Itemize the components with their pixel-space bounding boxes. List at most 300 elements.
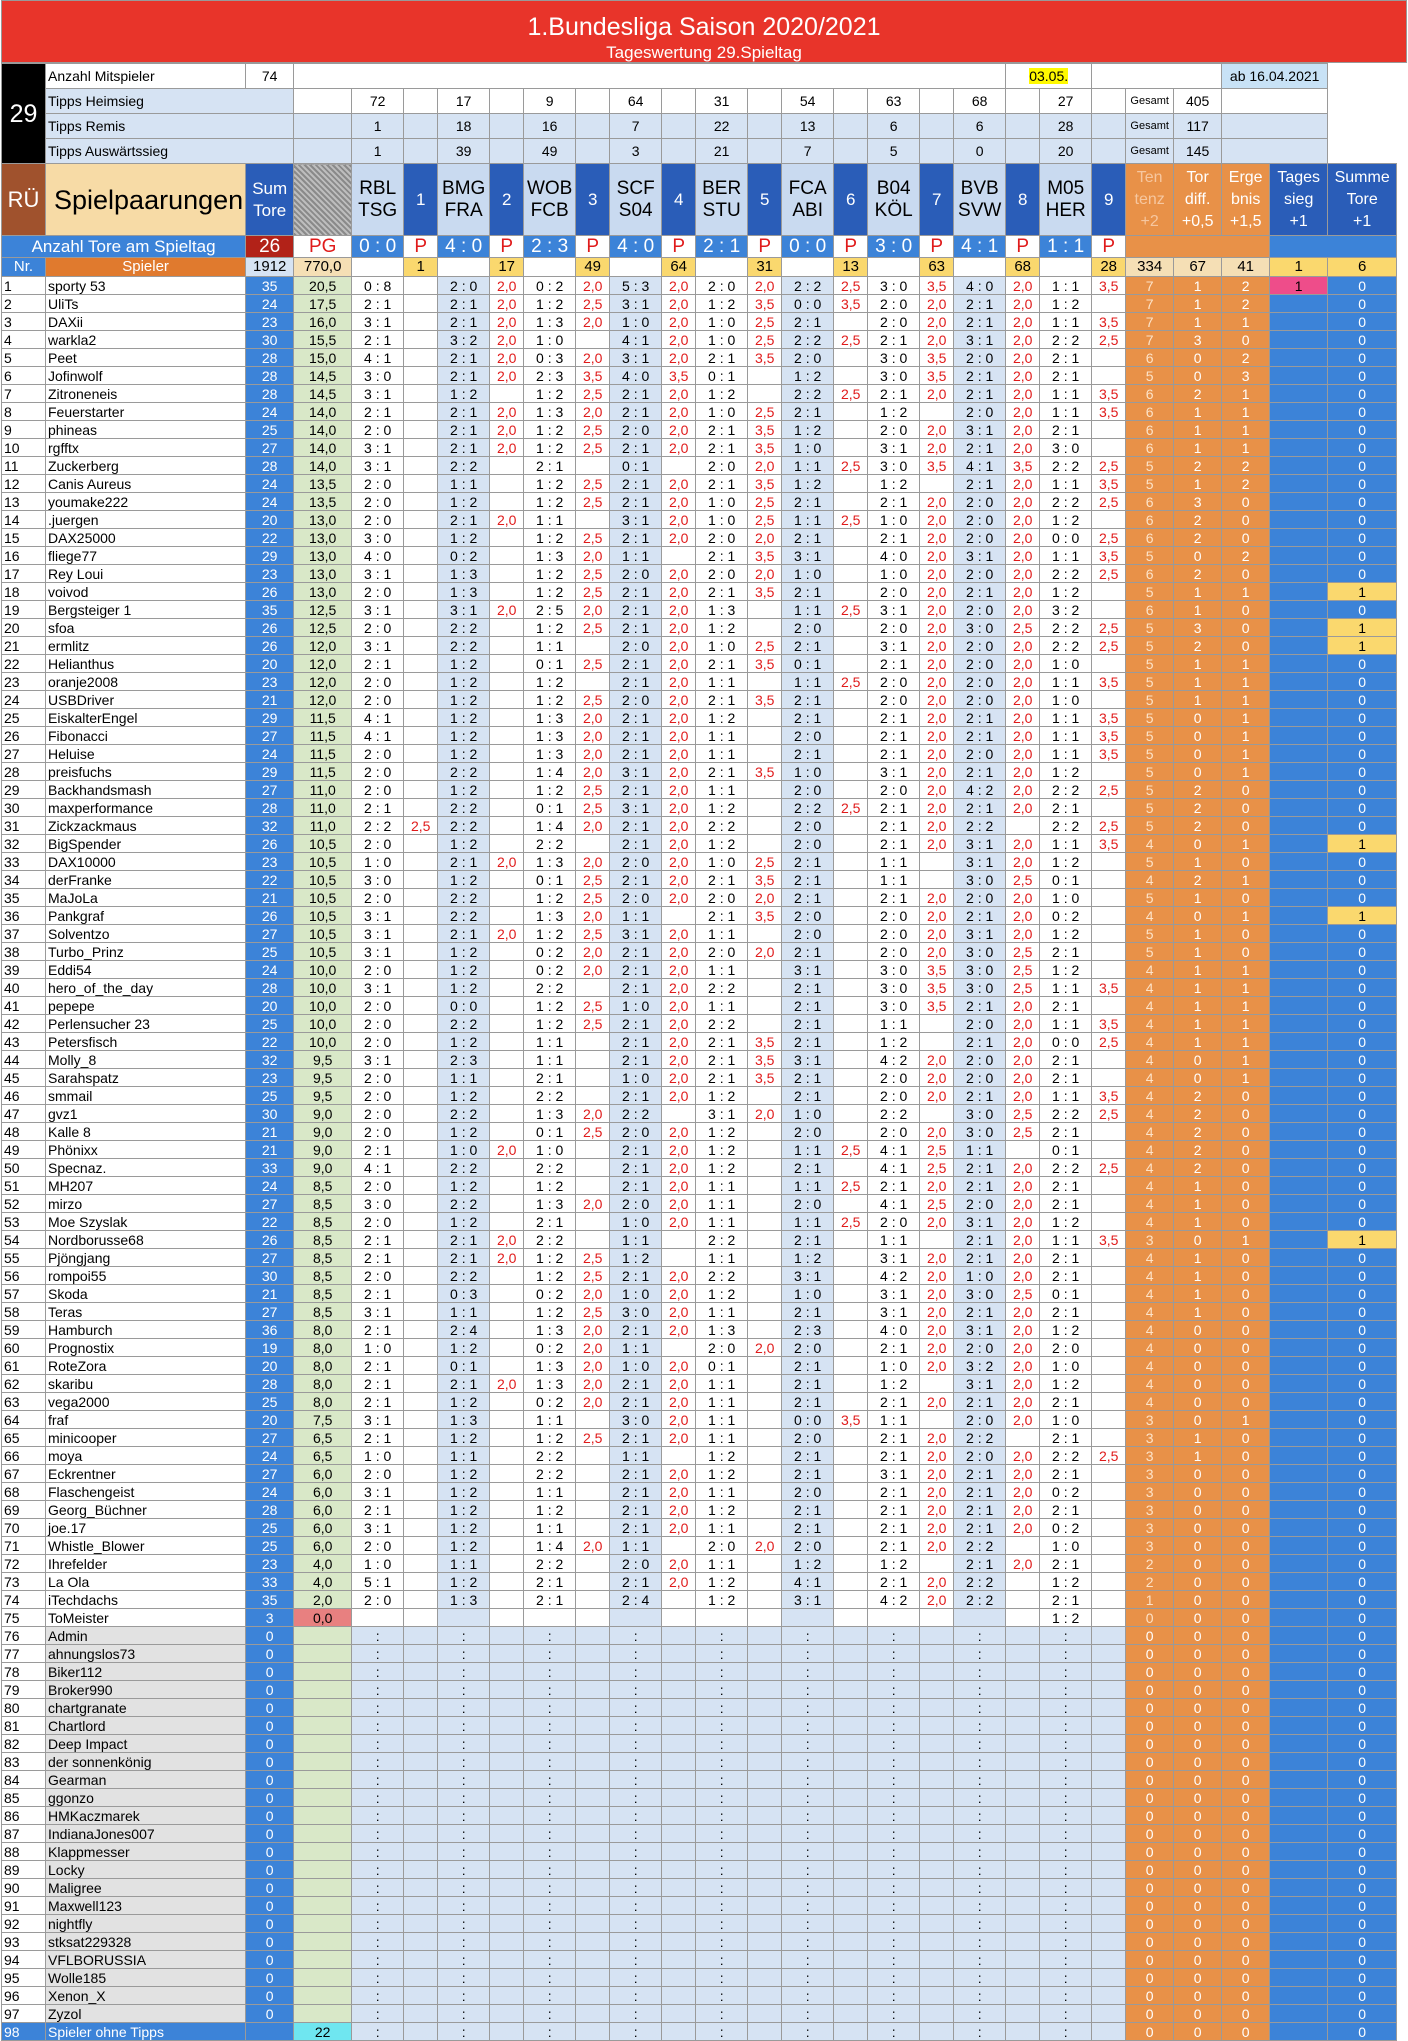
- tip-points: [1092, 1717, 1126, 1735]
- tip: 2 : 1: [352, 1285, 404, 1303]
- tip: :: [782, 1699, 834, 1717]
- tagessieg: [1270, 745, 1328, 763]
- player-row: [2, 511, 1397, 529]
- empty: [1270, 236, 1397, 258]
- tip: 3 : 1: [352, 1519, 404, 1537]
- tip: 1 : 3: [438, 1591, 490, 1609]
- tip-points: [490, 1393, 524, 1411]
- tip: [438, 1609, 490, 1627]
- tordiff: 1: [1174, 943, 1222, 961]
- tip-points: [576, 1843, 610, 1861]
- tip: :: [868, 1807, 920, 1825]
- tagessieg: [1270, 763, 1328, 781]
- tip: :: [524, 1825, 576, 1843]
- tip-points: [920, 1033, 954, 1051]
- tip-points: 2,5: [1006, 871, 1040, 889]
- sum-goals: 26: [246, 583, 294, 601]
- tip: :: [352, 1807, 404, 1825]
- tip: 2 : 2: [1040, 637, 1092, 655]
- tip: :: [524, 1627, 576, 1645]
- tip: 1 : 1: [696, 1483, 748, 1501]
- tip-points: 2,5: [1006, 1123, 1040, 1141]
- empty: [920, 114, 954, 139]
- tordiff: 0: [1174, 907, 1222, 925]
- tip-points: 2,0: [1006, 421, 1040, 439]
- tip: 1 : 3: [524, 853, 576, 871]
- player-row-empty: [2, 1807, 1397, 1825]
- tagessieg: [1270, 1213, 1328, 1231]
- p-label: P: [920, 236, 954, 258]
- tip-points: [576, 1177, 610, 1195]
- player-row: [2, 1177, 1397, 1195]
- tip: 1 : 1: [524, 511, 576, 529]
- tip-points: 3,5: [920, 979, 954, 997]
- player-row: [2, 1555, 1397, 1573]
- summetore: 0: [1328, 2023, 1397, 2041]
- tip-points: [662, 1843, 696, 1861]
- tip: :: [352, 1753, 404, 1771]
- player-name: MH207: [46, 1177, 246, 1195]
- tip-points: [1006, 1951, 1040, 1969]
- info-row-heim: [2, 89, 1397, 114]
- rank: 90: [2, 1879, 46, 1897]
- tip-points: [404, 997, 438, 1015]
- tip-points: [490, 1735, 524, 1753]
- tip-points: [834, 1087, 868, 1105]
- tip: 1 : 2: [438, 781, 490, 799]
- tip-points: 2,0: [576, 1375, 610, 1393]
- tip-points: 2,0: [576, 601, 610, 619]
- tip-points: 2,0: [662, 313, 696, 331]
- tip: 1 : 1: [1040, 1087, 1092, 1105]
- tip: :: [954, 1735, 1006, 1753]
- empty: [576, 89, 610, 114]
- tip-points: [748, 1321, 782, 1339]
- tip-points: [576, 511, 610, 529]
- ergebnis: 0: [1222, 1483, 1270, 1501]
- tip-points: [748, 601, 782, 619]
- tip-points: [1006, 1141, 1040, 1159]
- player-row: [2, 583, 1397, 601]
- tip: 2 : 0: [352, 763, 404, 781]
- tip-points: [490, 1069, 524, 1087]
- tip: 1 : 3: [438, 583, 490, 601]
- tagessieg: [1270, 1951, 1328, 1969]
- tip-points: [920, 1699, 954, 1717]
- tip-points: [404, 1465, 438, 1483]
- tip: 3 : 1: [954, 421, 1006, 439]
- tip: 2 : 0: [954, 511, 1006, 529]
- tip: 3 : 1: [868, 601, 920, 619]
- summetore: 1: [1328, 637, 1397, 655]
- sum-goals: 25: [246, 1537, 294, 1555]
- tordiff: 0: [1174, 1735, 1222, 1753]
- match-result: 4 : 0: [610, 236, 662, 258]
- tip-points: [834, 1105, 868, 1123]
- tip: 3 : 1: [610, 925, 662, 943]
- tip: 1 : 2: [1040, 853, 1092, 871]
- tagessieg: [1270, 1483, 1328, 1501]
- tip-points: [920, 1231, 954, 1249]
- tip-points: [748, 1465, 782, 1483]
- tip-points: 2,5: [748, 313, 782, 331]
- tip-points: [834, 1303, 868, 1321]
- rank: 42: [2, 1015, 46, 1033]
- tendenz: 4: [1126, 1177, 1174, 1195]
- tip: 4 : 1: [352, 1159, 404, 1177]
- tip: :: [954, 1987, 1006, 2005]
- tip: 2 : 1: [782, 1465, 834, 1483]
- tip-points: [834, 745, 868, 763]
- tagessieg: [1270, 1609, 1328, 1627]
- player-row-empty: [2, 1897, 1397, 1915]
- ergebnis: 2: [1222, 457, 1270, 475]
- tip: 1 : 2: [438, 1501, 490, 1519]
- tip: 0 : 2: [1040, 1519, 1092, 1537]
- tip: 1 : 1: [782, 511, 834, 529]
- tip-points: 2,0: [1006, 655, 1040, 673]
- tip: 3 : 1: [352, 439, 404, 457]
- summetore: 0: [1328, 763, 1397, 781]
- tagessieg: [1270, 1339, 1328, 1357]
- tip: 2 : 0: [696, 457, 748, 475]
- tordiff: 0: [1174, 1699, 1222, 1717]
- tip-points: [1006, 1897, 1040, 1915]
- sum-goals: 22: [246, 1213, 294, 1231]
- tip-points: [834, 2005, 868, 2023]
- tip-points: 2,5: [920, 1159, 954, 1177]
- tip-points: [404, 547, 438, 565]
- tip-points: [490, 1987, 524, 2005]
- player-name: Feuerstarter: [46, 403, 246, 421]
- tip: 0 : 1: [696, 367, 748, 385]
- hit-count: 28: [1092, 258, 1126, 277]
- tip-points: 2,0: [1006, 835, 1040, 853]
- sum-goals: 23: [246, 565, 294, 583]
- tip-points: [748, 835, 782, 853]
- tip: 2 : 2: [782, 799, 834, 817]
- tip: 1 : 0: [1040, 1357, 1092, 1375]
- tordiff: 0: [1174, 1861, 1222, 1879]
- rank: 19: [2, 601, 46, 619]
- summetore: 0: [1328, 349, 1397, 367]
- player-name: ggonzo: [46, 1789, 246, 1807]
- tip-points: 2,5: [1092, 781, 1126, 799]
- tip: 2 : 0: [954, 1339, 1006, 1357]
- tip-points: 2,0: [920, 601, 954, 619]
- tip: 3 : 1: [782, 1051, 834, 1069]
- tip-points: 2,0: [920, 1429, 954, 1447]
- summetore: 0: [1328, 943, 1397, 961]
- player-name: phineas: [46, 421, 246, 439]
- player-row: [2, 1105, 1397, 1123]
- tip-points: [576, 1861, 610, 1879]
- sum-goals: 28: [246, 367, 294, 385]
- tip: 2 : 1: [782, 745, 834, 763]
- tip-points: [748, 1951, 782, 1969]
- sum-goals: 35: [246, 1591, 294, 1609]
- tip-points: 3,5: [1092, 835, 1126, 853]
- summetore: 0: [1328, 1123, 1397, 1141]
- tendenz: 4: [1126, 1249, 1174, 1267]
- tip-points: [404, 1177, 438, 1195]
- tip: 3 : 1: [352, 925, 404, 943]
- label: Tipps Remis: [46, 114, 294, 139]
- tip: 1 : 1: [524, 637, 576, 655]
- rank: 12: [2, 475, 46, 493]
- tip: 2 : 1: [782, 313, 834, 331]
- tip: 2 : 0: [610, 565, 662, 583]
- tordiff: 0: [1174, 1753, 1222, 1771]
- tip-points: 2,0: [662, 475, 696, 493]
- player-row: [2, 853, 1397, 871]
- tip: 2 : 0: [352, 1177, 404, 1195]
- tip: 3 : 0: [954, 1285, 1006, 1303]
- tip-points: 3,5: [920, 367, 954, 385]
- summetore: 0: [1328, 1105, 1397, 1123]
- tip-points: 2,0: [662, 673, 696, 691]
- rank: 41: [2, 997, 46, 1015]
- tip-points: [490, 619, 524, 637]
- summetore: 0: [1328, 2005, 1397, 2023]
- tip-points: [748, 1915, 782, 1933]
- tip: 2 : 1: [954, 907, 1006, 925]
- player-row: [2, 943, 1397, 961]
- player-row: [2, 1141, 1397, 1159]
- tip-points: 2,0: [920, 1447, 954, 1465]
- tip: 2 : 1: [1040, 1465, 1092, 1483]
- hit-count: 13: [834, 258, 868, 277]
- tip: 1 : 1: [696, 925, 748, 943]
- tip: 1 : 2: [438, 1537, 490, 1555]
- tip: 3 : 1: [352, 979, 404, 997]
- tip: 2 : 1: [696, 907, 748, 925]
- tip-points: [1006, 1429, 1040, 1447]
- tip: 2 : 1: [1040, 1069, 1092, 1087]
- tip-points: [404, 1645, 438, 1663]
- tagessieg: [1270, 1357, 1328, 1375]
- tip: 1 : 2: [524, 1303, 576, 1321]
- tip-points: 2,5: [1092, 529, 1126, 547]
- sum-goals: 0: [246, 2005, 294, 2023]
- points: 8,5: [294, 1195, 352, 1213]
- tip-points: [1092, 583, 1126, 601]
- tip-points: 2,0: [576, 1537, 610, 1555]
- tip-points: [576, 331, 610, 349]
- tip-points: 2,5: [576, 691, 610, 709]
- points: 8,5: [294, 1231, 352, 1249]
- tip: 2 : 1: [438, 367, 490, 385]
- sum-goals: 22: [246, 1033, 294, 1051]
- tip-points: 2,0: [920, 1069, 954, 1087]
- tip-points: [1092, 1069, 1126, 1087]
- tip: 1 : 2: [524, 619, 576, 637]
- tip-points: [490, 385, 524, 403]
- tip-points: [1006, 1663, 1040, 1681]
- tip: 1 : 3: [524, 907, 576, 925]
- tip-points: 2,0: [662, 1195, 696, 1213]
- tordiff: 1: [1174, 1267, 1222, 1285]
- tip: :: [438, 1897, 490, 1915]
- tip: 2 : 1: [610, 619, 662, 637]
- player-name: sfoa: [46, 619, 246, 637]
- sum-goals: 27: [246, 1303, 294, 1321]
- tip-points: 3,5: [748, 439, 782, 457]
- tip-points: [1006, 1843, 1040, 1861]
- points: 9,0: [294, 1141, 352, 1159]
- sum-goals: 19: [246, 1339, 294, 1357]
- tip-count: 54: [782, 89, 834, 114]
- tip-points: 2,5: [576, 385, 610, 403]
- tip-points: [748, 367, 782, 385]
- tendenz: 0: [1126, 1699, 1174, 1717]
- tip-points: [748, 1987, 782, 2005]
- tagessieg: [1270, 1843, 1328, 1861]
- ergebnis: 0: [1222, 1123, 1270, 1141]
- rank: 98: [2, 2023, 46, 2041]
- player-name: Teras: [46, 1303, 246, 1321]
- tip-points: [404, 367, 438, 385]
- tip: 1 : 0: [696, 637, 748, 655]
- player-name: Xenon_X: [46, 1987, 246, 2005]
- tip-points: [920, 1789, 954, 1807]
- tip-points: [490, 979, 524, 997]
- tip-points: 2,5: [576, 1303, 610, 1321]
- tendenz: 5: [1126, 889, 1174, 907]
- tip-points: [834, 1465, 868, 1483]
- tip-points: [1092, 961, 1126, 979]
- points: 13,0: [294, 565, 352, 583]
- empty: [1006, 114, 1040, 139]
- tip-points: [834, 619, 868, 637]
- tip: 1 : 2: [696, 835, 748, 853]
- tendenz: 4: [1126, 1123, 1174, 1141]
- tip: 3 : 1: [954, 853, 1006, 871]
- tip-points: [748, 1699, 782, 1717]
- sum-goals: 26: [246, 637, 294, 655]
- tip-points: [748, 1771, 782, 1789]
- summetore-header: Summe Tore +1: [1328, 164, 1397, 236]
- tip: 2 : 2: [782, 331, 834, 349]
- tip: 4 : 1: [352, 727, 404, 745]
- tip: 3 : 0: [868, 997, 920, 1015]
- tip: :: [696, 1951, 748, 1969]
- summetore: 1: [1328, 835, 1397, 853]
- tip: 1 : 2: [524, 673, 576, 691]
- points: [294, 1951, 352, 1969]
- tip: 2 : 2: [696, 1015, 748, 1033]
- tip: 1 : 2: [1040, 1573, 1092, 1591]
- player-name: Deep Impact: [46, 1735, 246, 1753]
- ergebnis: 2: [1222, 277, 1270, 295]
- tip: 2 : 1: [610, 943, 662, 961]
- rank: 66: [2, 1447, 46, 1465]
- tip-points: 3,5: [748, 655, 782, 673]
- tip: 1 : 1: [610, 907, 662, 925]
- tip-points: 3,5: [1092, 727, 1126, 745]
- tendenz: 0: [1126, 1897, 1174, 1915]
- tip-points: 3,5: [748, 691, 782, 709]
- tip: 1 : 1: [1040, 1015, 1092, 1033]
- points: 4,0: [294, 1573, 352, 1591]
- tip: 2 : 1: [610, 1141, 662, 1159]
- tip-points: [662, 1807, 696, 1825]
- tip: 1 : 1: [696, 1303, 748, 1321]
- tip-points: 2,0: [1006, 349, 1040, 367]
- tip: 2 : 0: [782, 1339, 834, 1357]
- tip: 2 : 0: [782, 349, 834, 367]
- player-name: Pankgraf: [46, 907, 246, 925]
- tip: 2 : 1: [782, 1033, 834, 1051]
- player-name: Nordborusse68: [46, 1231, 246, 1249]
- tip-points: [490, 1357, 524, 1375]
- ergebnis: 0: [1222, 529, 1270, 547]
- tip: 3 : 1: [782, 547, 834, 565]
- tip: 2 : 2: [352, 817, 404, 835]
- tip: 1 : 2: [438, 1177, 490, 1195]
- summetore: 0: [1328, 1321, 1397, 1339]
- player-name: Helianthus: [46, 655, 246, 673]
- tip-points: [490, 745, 524, 763]
- tip: 2 : 0: [696, 565, 748, 583]
- tip: 1 : 2: [438, 1483, 490, 1501]
- tip-points: [404, 727, 438, 745]
- tip-points: [404, 799, 438, 817]
- tip: 2 : 1: [782, 1375, 834, 1393]
- tip: 3 : 2: [438, 331, 490, 349]
- points: 4,0: [294, 1555, 352, 1573]
- tip: 1 : 2: [438, 1213, 490, 1231]
- tip-points: 3,5: [1092, 313, 1126, 331]
- tip-points: 2,0: [490, 1231, 524, 1249]
- tip-points: [576, 1591, 610, 1609]
- tip: :: [782, 1663, 834, 1681]
- tordiff: 0: [1174, 1555, 1222, 1573]
- tip-points: 2,0: [920, 313, 954, 331]
- rank: 16: [2, 547, 46, 565]
- rank: 35: [2, 889, 46, 907]
- tip: 2 : 2: [954, 1591, 1006, 1609]
- rank: 52: [2, 1195, 46, 1213]
- tip: 1 : 0: [352, 1339, 404, 1357]
- player-row: [2, 691, 1397, 709]
- empty: [1006, 139, 1040, 164]
- tip-points: 2,0: [490, 403, 524, 421]
- tip-points: [1092, 1771, 1126, 1789]
- tip: 2 : 1: [1040, 1123, 1092, 1141]
- tip-points: [834, 547, 868, 565]
- tip: 4 : 0: [868, 1321, 920, 1339]
- match-header: WOB FCB: [524, 164, 576, 236]
- tip: :: [954, 1843, 1006, 1861]
- player-name: DAX25000: [46, 529, 246, 547]
- tip: 2 : 0: [352, 1087, 404, 1105]
- player-row: [2, 1123, 1397, 1141]
- tip-points: 2,0: [662, 1573, 696, 1591]
- player-row: [2, 655, 1397, 673]
- tip: 2 : 0: [610, 1555, 662, 1573]
- hit-count: 17: [490, 258, 524, 277]
- tip: 2 : 1: [954, 439, 1006, 457]
- tip: 2 : 2: [1040, 457, 1092, 475]
- player-row-empty: [2, 1969, 1397, 1987]
- column-header-row: [2, 164, 1397, 236]
- player-name: Kalle 8: [46, 1123, 246, 1141]
- tip-points: [576, 1969, 610, 1987]
- summetore: 0: [1328, 1789, 1397, 1807]
- tip: 1 : 2: [524, 925, 576, 943]
- tordiff: 0: [1174, 1051, 1222, 1069]
